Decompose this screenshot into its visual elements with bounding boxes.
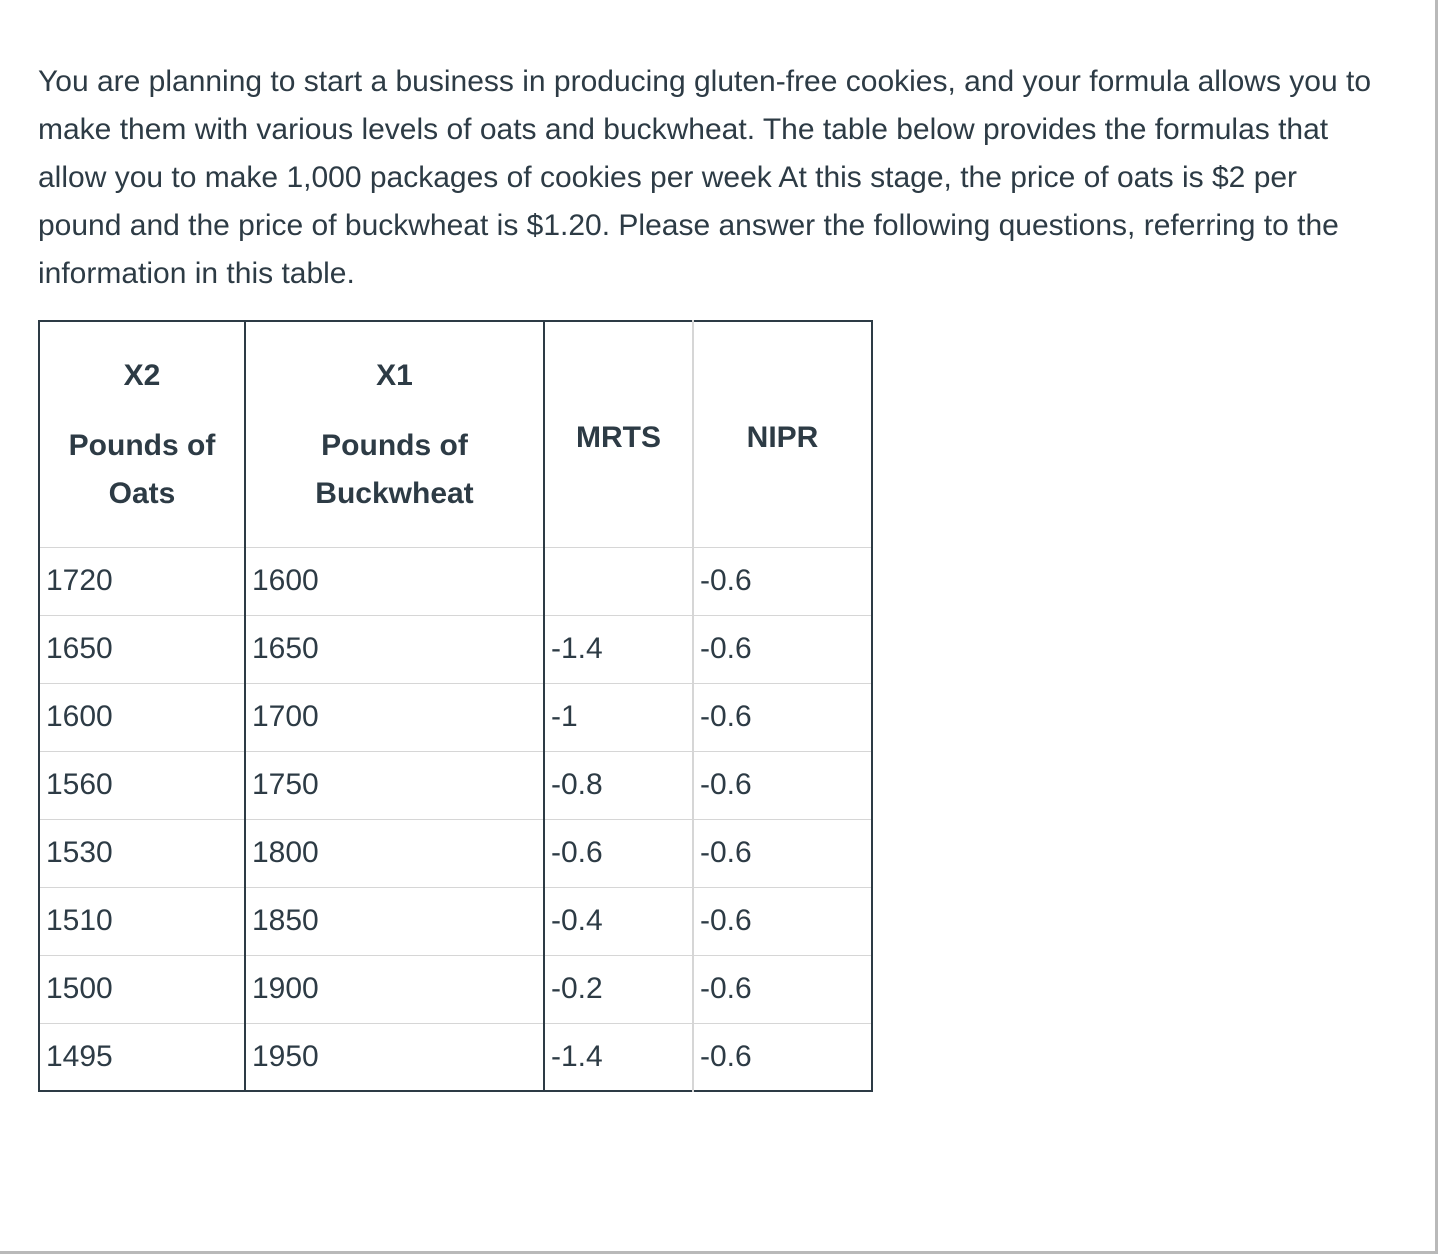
- cell-x2: 1650: [39, 615, 245, 683]
- header-nipr-label: NIPR: [746, 421, 819, 454]
- table-row: [39, 819, 872, 887]
- header-row: [39, 321, 872, 547]
- table-row: [39, 547, 872, 615]
- cell-mrts: -0.6: [544, 819, 693, 887]
- cell-x1: 1600: [245, 547, 544, 615]
- table-row: [39, 887, 872, 955]
- header-x1-line2: Buckwheat: [315, 477, 474, 510]
- cell-x1: 1800: [245, 819, 544, 887]
- header-x1-code: X1: [376, 359, 413, 392]
- header-x2-line1: Pounds of: [68, 429, 216, 462]
- cell-x2: 1600: [39, 683, 245, 751]
- cell-mrts: -0.4: [544, 887, 693, 955]
- cell-x2: 1495: [39, 1023, 245, 1091]
- table-row: [39, 683, 872, 751]
- cell-nipr: -0.6: [693, 751, 872, 819]
- cell-mrts: [544, 547, 693, 615]
- cell-nipr: -0.6: [693, 683, 872, 751]
- header-x1-line1: Pounds of: [321, 429, 468, 462]
- cell-x2: 1510: [39, 887, 245, 955]
- cell-mrts: -1.4: [544, 1023, 693, 1091]
- cell-x1: 1900: [245, 955, 544, 1023]
- cell-x2: 1560: [39, 751, 245, 819]
- cell-mrts: -0.2: [544, 955, 693, 1023]
- cell-nipr: -0.6: [693, 955, 872, 1023]
- cell-nipr: -0.6: [693, 547, 872, 615]
- table-row: [39, 1023, 872, 1091]
- cell-nipr: -0.6: [693, 887, 872, 955]
- table-row: [39, 751, 872, 819]
- cell-mrts: -1.4: [544, 615, 693, 683]
- intro-paragraph: You are planning to start a business in producing gluten-free cookies, and your formula allows you to make them with various levels of oats and buckwheat. The table below provides the formulas that allow you to make 1,000 packages of cookies per week At this stage, the price of oats is $2 per pound and the price of buckwheat is $1.20. Please answer the following questions, referring to the information in this table.: [38, 65, 1372, 290]
- cell-x1: 1700: [245, 683, 544, 751]
- cell-x2: 1530: [39, 819, 245, 887]
- cell-x1: 1950: [245, 1023, 544, 1091]
- header-mrts: [544, 321, 693, 547]
- cell-nipr: -0.6: [693, 615, 872, 683]
- header-x2: [39, 321, 245, 547]
- cell-mrts: -1: [544, 683, 693, 751]
- table-header: [39, 321, 872, 547]
- production-table: [38, 320, 873, 1092]
- header-x2-code: X2: [123, 359, 161, 392]
- table-body: [39, 547, 872, 1091]
- cell-x2: 1720: [39, 547, 245, 615]
- cell-mrts: -0.8: [544, 751, 693, 819]
- header-nipr: [693, 321, 872, 547]
- table-row: [39, 615, 872, 683]
- cell-nipr: -0.6: [693, 1023, 872, 1091]
- cell-x1: 1750: [245, 751, 544, 819]
- header-x2-line2: Oats: [108, 477, 176, 510]
- cell-x1: 1650: [245, 615, 544, 683]
- table-row: [39, 955, 872, 1023]
- cell-x1: 1850: [245, 887, 544, 955]
- cell-x2: 1500: [39, 955, 245, 1023]
- header-mrts-label: MRTS: [576, 421, 661, 454]
- header-x1: [245, 321, 544, 547]
- cell-nipr: -0.6: [693, 819, 872, 887]
